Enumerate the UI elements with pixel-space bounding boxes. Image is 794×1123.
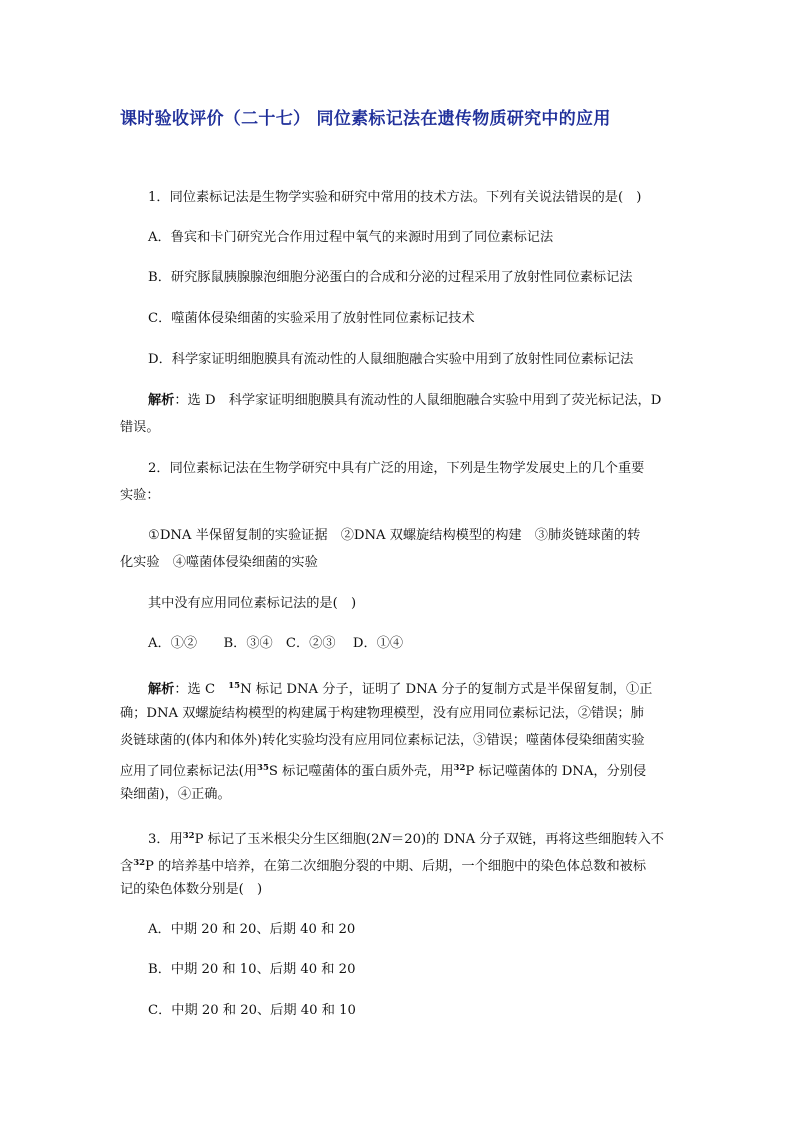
- question-1-option-b: B．研究豚鼠胰腺腺泡细胞分泌蛋白的合成和分泌的过程采用了放射性同位素标记法: [148, 270, 633, 285]
- question-2-options: A．①② B．③④ C．②③ D．①④: [148, 636, 404, 651]
- question-2-analysis: [148, 676, 652, 700]
- question-1-analysis: [148, 391, 661, 411]
- analysis-text: ：选 C: [174, 682, 229, 697]
- question-2-analysis-line-4: [120, 758, 646, 782]
- analysis-label: 解析: [148, 682, 175, 697]
- stem-text: ＝20)的 DNA 分子双链，再将这些细胞转入不: [391, 832, 664, 847]
- question-2-analysis-line-2: 确；DNA 双螺旋结构模型的构建属于构建物理模型，没有应用同位素标记法，②错误；肺: [120, 706, 644, 721]
- question-1-option-c: C．噬菌体侵染细菌的实验采用了放射性同位素标记技术: [148, 311, 475, 326]
- question-3-option-a: A．中期 20 和 20、后期 40 和 20: [148, 922, 356, 937]
- question-2-items: ①DNA 半保留复制的实验证据 ②DNA 双螺旋结构模型的构建 ③肺炎链球菌的转: [148, 528, 641, 543]
- analysis-text: 应用了同位素标记法(用: [120, 764, 258, 779]
- question-3-option-c: C．中期 20 和 20、后期 40 和 10: [148, 1003, 356, 1018]
- question-2-question: 其中没有应用同位素标记法的是( ): [148, 596, 357, 611]
- question-3-stem: [148, 826, 664, 850]
- superscript: 32: [182, 831, 195, 841]
- analysis-text: N 标记 DNA 分子，证明了 DNA 分子的复制方式是半保留复制，①正: [240, 682, 653, 697]
- analysis-text: ：选 D 科学家证明细胞膜具有流动性的人鼠细胞融合实验中用到了荧光标记法，D: [174, 393, 662, 408]
- analysis-text: P 标记噬菌体的 DNA，分别侵: [465, 764, 647, 779]
- question-1-option-a: A．鲁宾和卡门研究光合作用过程中氧气的来源时用到了同位素标记法: [148, 230, 554, 245]
- analysis-text: S 标记噬菌体的蛋白质外壳，用: [268, 764, 454, 779]
- question-2-analysis-line-5: 染细菌)，④正确。: [120, 787, 231, 802]
- stem-italic: N: [379, 832, 392, 847]
- question-2-analysis-line-3: 炎链球菌的(体内和体外)转化实验均没有应用同位素标记法，③错误；噬菌体侵染细菌实验: [120, 733, 645, 748]
- superscript: 32: [133, 858, 146, 868]
- question-2-stem-cont: 实验：: [120, 488, 160, 503]
- superscript: 35: [257, 763, 269, 773]
- stem-text: P 的培养基中培养，在第二次细胞分裂的中期、后期，一个细胞中的染色体总数和被标: [145, 859, 647, 874]
- question-3-stem-line-2: [120, 853, 646, 877]
- question-2-stem: 2．同位素标记法在生物学研究中具有广泛的用途，下列是生物学发展史上的几个重要: [148, 461, 645, 476]
- stem-text: P 标记了玉米根尖分生区细胞(2: [194, 832, 380, 847]
- question-3-option-b: B．中期 20 和 10、后期 40 和 20: [148, 962, 356, 977]
- question-1-stem: 1．同位素标记法是生物学实验和研究中常用的技术方法。下列有关说法错误的是( ): [148, 190, 642, 205]
- superscript: 15: [228, 681, 241, 691]
- question-1-analysis-cont: 错误。: [120, 420, 160, 435]
- page-title: 课时验收评价（二十七） 同位素标记法在遗传物质研究中的应用: [120, 109, 611, 129]
- analysis-label: 解析: [148, 393, 175, 408]
- question-3-stem-line-3: 记的染色体数分别是( ): [120, 882, 263, 897]
- stem-text: 含: [120, 859, 134, 874]
- question-2-items-cont: 化实验 ④噬菌体侵染细菌的实验: [120, 555, 318, 570]
- superscript: 32: [453, 763, 466, 773]
- stem-text: 3．用: [148, 832, 183, 847]
- question-1-option-d: D．科学家证明细胞膜具有流动性的人鼠细胞融合实验中用到了放射性同位素标记法: [148, 352, 634, 367]
